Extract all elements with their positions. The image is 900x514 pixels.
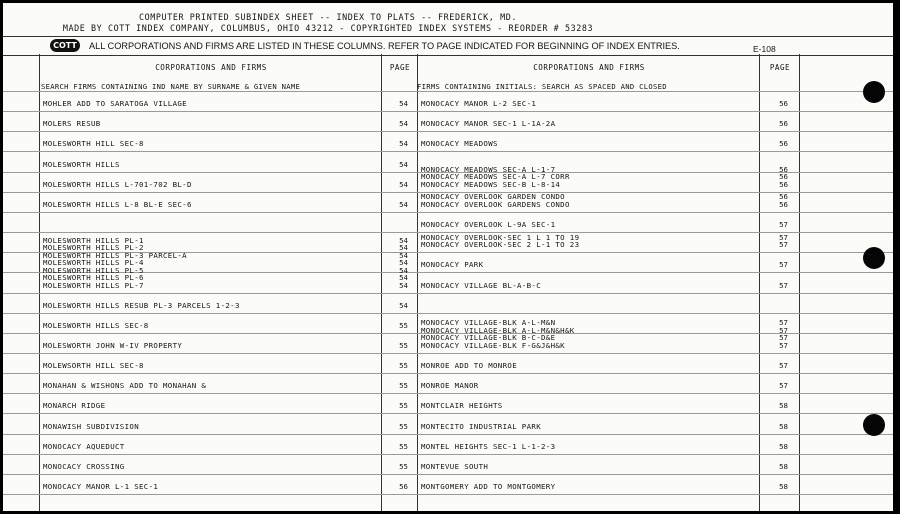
page-number: 58 (779, 461, 788, 471)
index-entry: MONOCACY CROSSING (43, 461, 125, 471)
row-rule (3, 474, 893, 475)
page-number: 54 (399, 273, 408, 282)
right-column-heading: CORPORATIONS AND FIRMS (533, 63, 645, 72)
cott-logo: COTT (50, 39, 80, 52)
page-number: 57 (779, 318, 788, 328)
page-number: 57 (779, 361, 788, 371)
instruction-banner (3, 36, 893, 56)
index-entry: MOLESWORTH HILLS PL-4 (43, 258, 144, 267)
index-entry: MOHLER ADD TO SARATOGA VILLAGE (43, 99, 187, 109)
page-number: 58 (779, 441, 788, 451)
index-entry: MONOCACY MEADOWS SEC-A L-1-7 (421, 164, 556, 174)
row-rule (3, 454, 893, 455)
page-number: 56 (779, 172, 788, 182)
index-entry: MONTECITO INDUSTRIAL PARK (421, 421, 541, 431)
right-edge-rule (799, 54, 800, 511)
row-rule (3, 151, 893, 152)
right-page-rule (759, 54, 760, 511)
page-number: 54 (399, 179, 408, 189)
index-entry: MONOCACY VILLAGE-BLK A-L-M&N&H&K (421, 325, 575, 335)
page-number: 54 (399, 250, 408, 260)
page-number: 56 (779, 179, 788, 189)
page-number: 58 (779, 421, 788, 431)
index-entry: MONOCACY MANOR L-1 SEC-1 (43, 482, 159, 491)
row-rule (3, 353, 893, 354)
left-column-heading: CORPORATIONS AND FIRMS (155, 63, 267, 72)
page-number: 54 (399, 300, 408, 310)
left-page-heading: PAGE (389, 63, 411, 72)
page-number: 56 (779, 99, 788, 109)
index-entry: MOLESWORTH JOHN W-IV PROPERTY (43, 340, 183, 350)
index-entry: MONOCACY OVERLOOK GARDENS CONDO (421, 199, 570, 209)
index-entry: MONOCACY VILLAGE-BLK A-L-M&N (421, 318, 556, 328)
index-entry: MONOCACY MEADOWS SEC-A L-7 CORR (421, 172, 570, 182)
index-entry: MOLESWORTH HILLS PL-2 (43, 243, 144, 252)
page-number: 58 (779, 482, 788, 491)
index-entry: MONOCACY OVERLOOK-SEC 2 L-1 TO 23 (421, 240, 580, 250)
index-entry: MONOCACY MANOR SEC-1 L-1A-2A (421, 119, 556, 129)
page-number: 55 (399, 381, 408, 391)
index-entry: MOLEWSORTH HILL SEC-8 (43, 361, 144, 371)
page-number: 54 (399, 258, 408, 267)
index-entry: MOLESWORTH HILL SEC-8 (43, 139, 144, 149)
row-rule (3, 434, 893, 435)
index-entry: MONOCACY VILLAGE BL-A-B-C (421, 280, 541, 290)
index-entry: MONROE ADD TO MONROE (421, 361, 517, 371)
row-rule (3, 111, 893, 112)
page-number: 58 (779, 401, 788, 411)
page-number: 54 (399, 265, 408, 275)
page-number: 55 (399, 320, 408, 330)
index-entry: MOLESWORTH HILLS PL-5 (43, 265, 144, 275)
page-number: 56 (779, 119, 788, 129)
index-entry: MONOCACY VILLAGE-BLK F-G&J&H&K (421, 340, 565, 350)
page-number: 57 (779, 220, 788, 229)
row-rule (3, 293, 893, 294)
index-entry: MONTEVUE SOUTH (421, 461, 489, 471)
column-divider (417, 54, 418, 511)
page-number: 57 (779, 381, 788, 391)
index-entry: MOLESWORTH HILLS RESUB PL-3 PARCELS 1-2-3 (43, 300, 240, 310)
sheet-title: COMPUTER PRINTED SUBINDEX SHEET -- INDEX TO PLATS -- FREDERICK, MD. (138, 12, 518, 22)
index-entry: MONOCACY OVERLOOK-SEC 1 L 1 TO 19 (421, 232, 580, 242)
page-number: 57 (779, 260, 788, 270)
index-entry: MONTGOMERY ADD TO MONTGOMERY (421, 482, 556, 491)
page-number: 57 (779, 232, 788, 242)
page-number: 54 (399, 119, 408, 129)
index-entry: MOLERS RESUB (43, 119, 101, 129)
index-entry: MONARCH RIDGE (43, 401, 106, 411)
index-entry: MOLESWORTH HILLS L-701-702 BL-D (43, 179, 192, 189)
punch-hole (863, 247, 885, 269)
instruction-text: ALL CORPORATIONS AND FIRMS ARE LISTED IN THESE COLUMNS. REFER TO PAGE INDICATED FOR BEGINNING OF INDEX ENTRIES. (89, 41, 680, 51)
page-number: 57 (779, 325, 788, 335)
index-entry: MONOCACY AQUEDUCT (43, 441, 125, 451)
page-number: 57 (779, 340, 788, 350)
margin-rule (39, 54, 40, 511)
page-number: 54 (399, 139, 408, 149)
page-number: 55 (399, 401, 408, 411)
page-number: 56 (399, 482, 408, 491)
index-sheet (3, 3, 893, 511)
punch-hole (863, 81, 885, 103)
left-search-instruction: SEARCH FIRMS CONTAINING IND NAME BY SURNAME & GIVEN NAME (41, 82, 301, 91)
index-entry: MONOCACY MANOR L-2 SEC-1 (421, 99, 537, 109)
punch-hole (863, 414, 885, 436)
page-number: 54 (399, 280, 408, 290)
right-page-heading: PAGE (769, 63, 791, 72)
row-rule (3, 494, 893, 495)
index-entry: MONOCACY OVERLOOK GARDEN CONDO (421, 192, 565, 202)
row-rule (3, 91, 893, 92)
sheet-number: E-108 (753, 44, 776, 54)
page-number: 57 (779, 280, 788, 290)
row-rule (3, 313, 893, 314)
index-entry: MOLESWORTH HILLS (43, 159, 120, 169)
row-rule (3, 393, 893, 394)
page-number: 56 (779, 164, 788, 174)
index-entry: MOLESWORTH HILLS PL-3 PARCEL-A (43, 250, 187, 260)
index-entry: MONOCACY OVERLOOK L-9A SEC-1 (421, 220, 556, 229)
row-rule (3, 212, 893, 213)
page-number: 55 (399, 441, 408, 451)
index-entry: MOLESWORTH HILLS SEC-8 (43, 320, 149, 330)
left-page-rule (381, 54, 382, 511)
page-number: 54 (399, 159, 408, 169)
index-entry: MONTCLAIR HEIGHTS (421, 401, 503, 411)
page-number: 55 (399, 461, 408, 471)
page-number: 55 (399, 340, 408, 350)
right-search-instruction: FIRMS CONTAINING INITIALS: SEARCH AS SPACED AND CLOSED (417, 82, 667, 91)
index-entry: MONAWISH SUBDIVISION (43, 421, 139, 431)
index-entry: MONOCACY MEADOWS (421, 139, 498, 149)
index-entry: MONTEL HEIGHTS SEC-1 L-1-2-3 (421, 441, 556, 451)
page-number: 56 (779, 139, 788, 149)
page-number: 57 (779, 333, 788, 343)
page-number: 54 (399, 235, 408, 245)
index-entry: MOLESWORTH HILLS PL-6 (43, 273, 144, 282)
row-rule (3, 413, 893, 414)
index-entry: MONOCACY VILLAGE-BLK B-C-D&E (421, 333, 556, 343)
page-number: 55 (399, 421, 408, 431)
publisher-line: MADE BY COTT INDEX COMPANY, COLUMBUS, OHIO 43212 - COPYRIGHTED INDEX SYSTEMS - REORDER # 53283 (62, 23, 594, 33)
page-number: 54 (399, 243, 408, 252)
index-entry: MOLESWORTH HILLS L-8 BL-E SEC-6 (43, 199, 192, 209)
index-entry: MONOCACY PARK (421, 260, 484, 270)
page-number: 56 (779, 199, 788, 209)
index-entry: MOLESWORTH HILLS PL-7 (43, 280, 144, 290)
page-number: 57 (779, 240, 788, 250)
page-number: 55 (399, 361, 408, 371)
page-number: 54 (399, 99, 408, 109)
row-rule (3, 373, 893, 374)
index-entry: MONAHAN & WISHONS ADD TO MONAHAN & (43, 381, 207, 391)
index-entry: MONOCACY MEADOWS SEC-B L-8-14 (421, 179, 561, 189)
index-entry: MONROE MANOR (421, 381, 479, 391)
row-rule (3, 131, 893, 132)
page-number: 54 (399, 199, 408, 209)
index-entry: MOLESWORTH HILLS PL-1 (43, 235, 144, 245)
page-number: 56 (779, 192, 788, 202)
